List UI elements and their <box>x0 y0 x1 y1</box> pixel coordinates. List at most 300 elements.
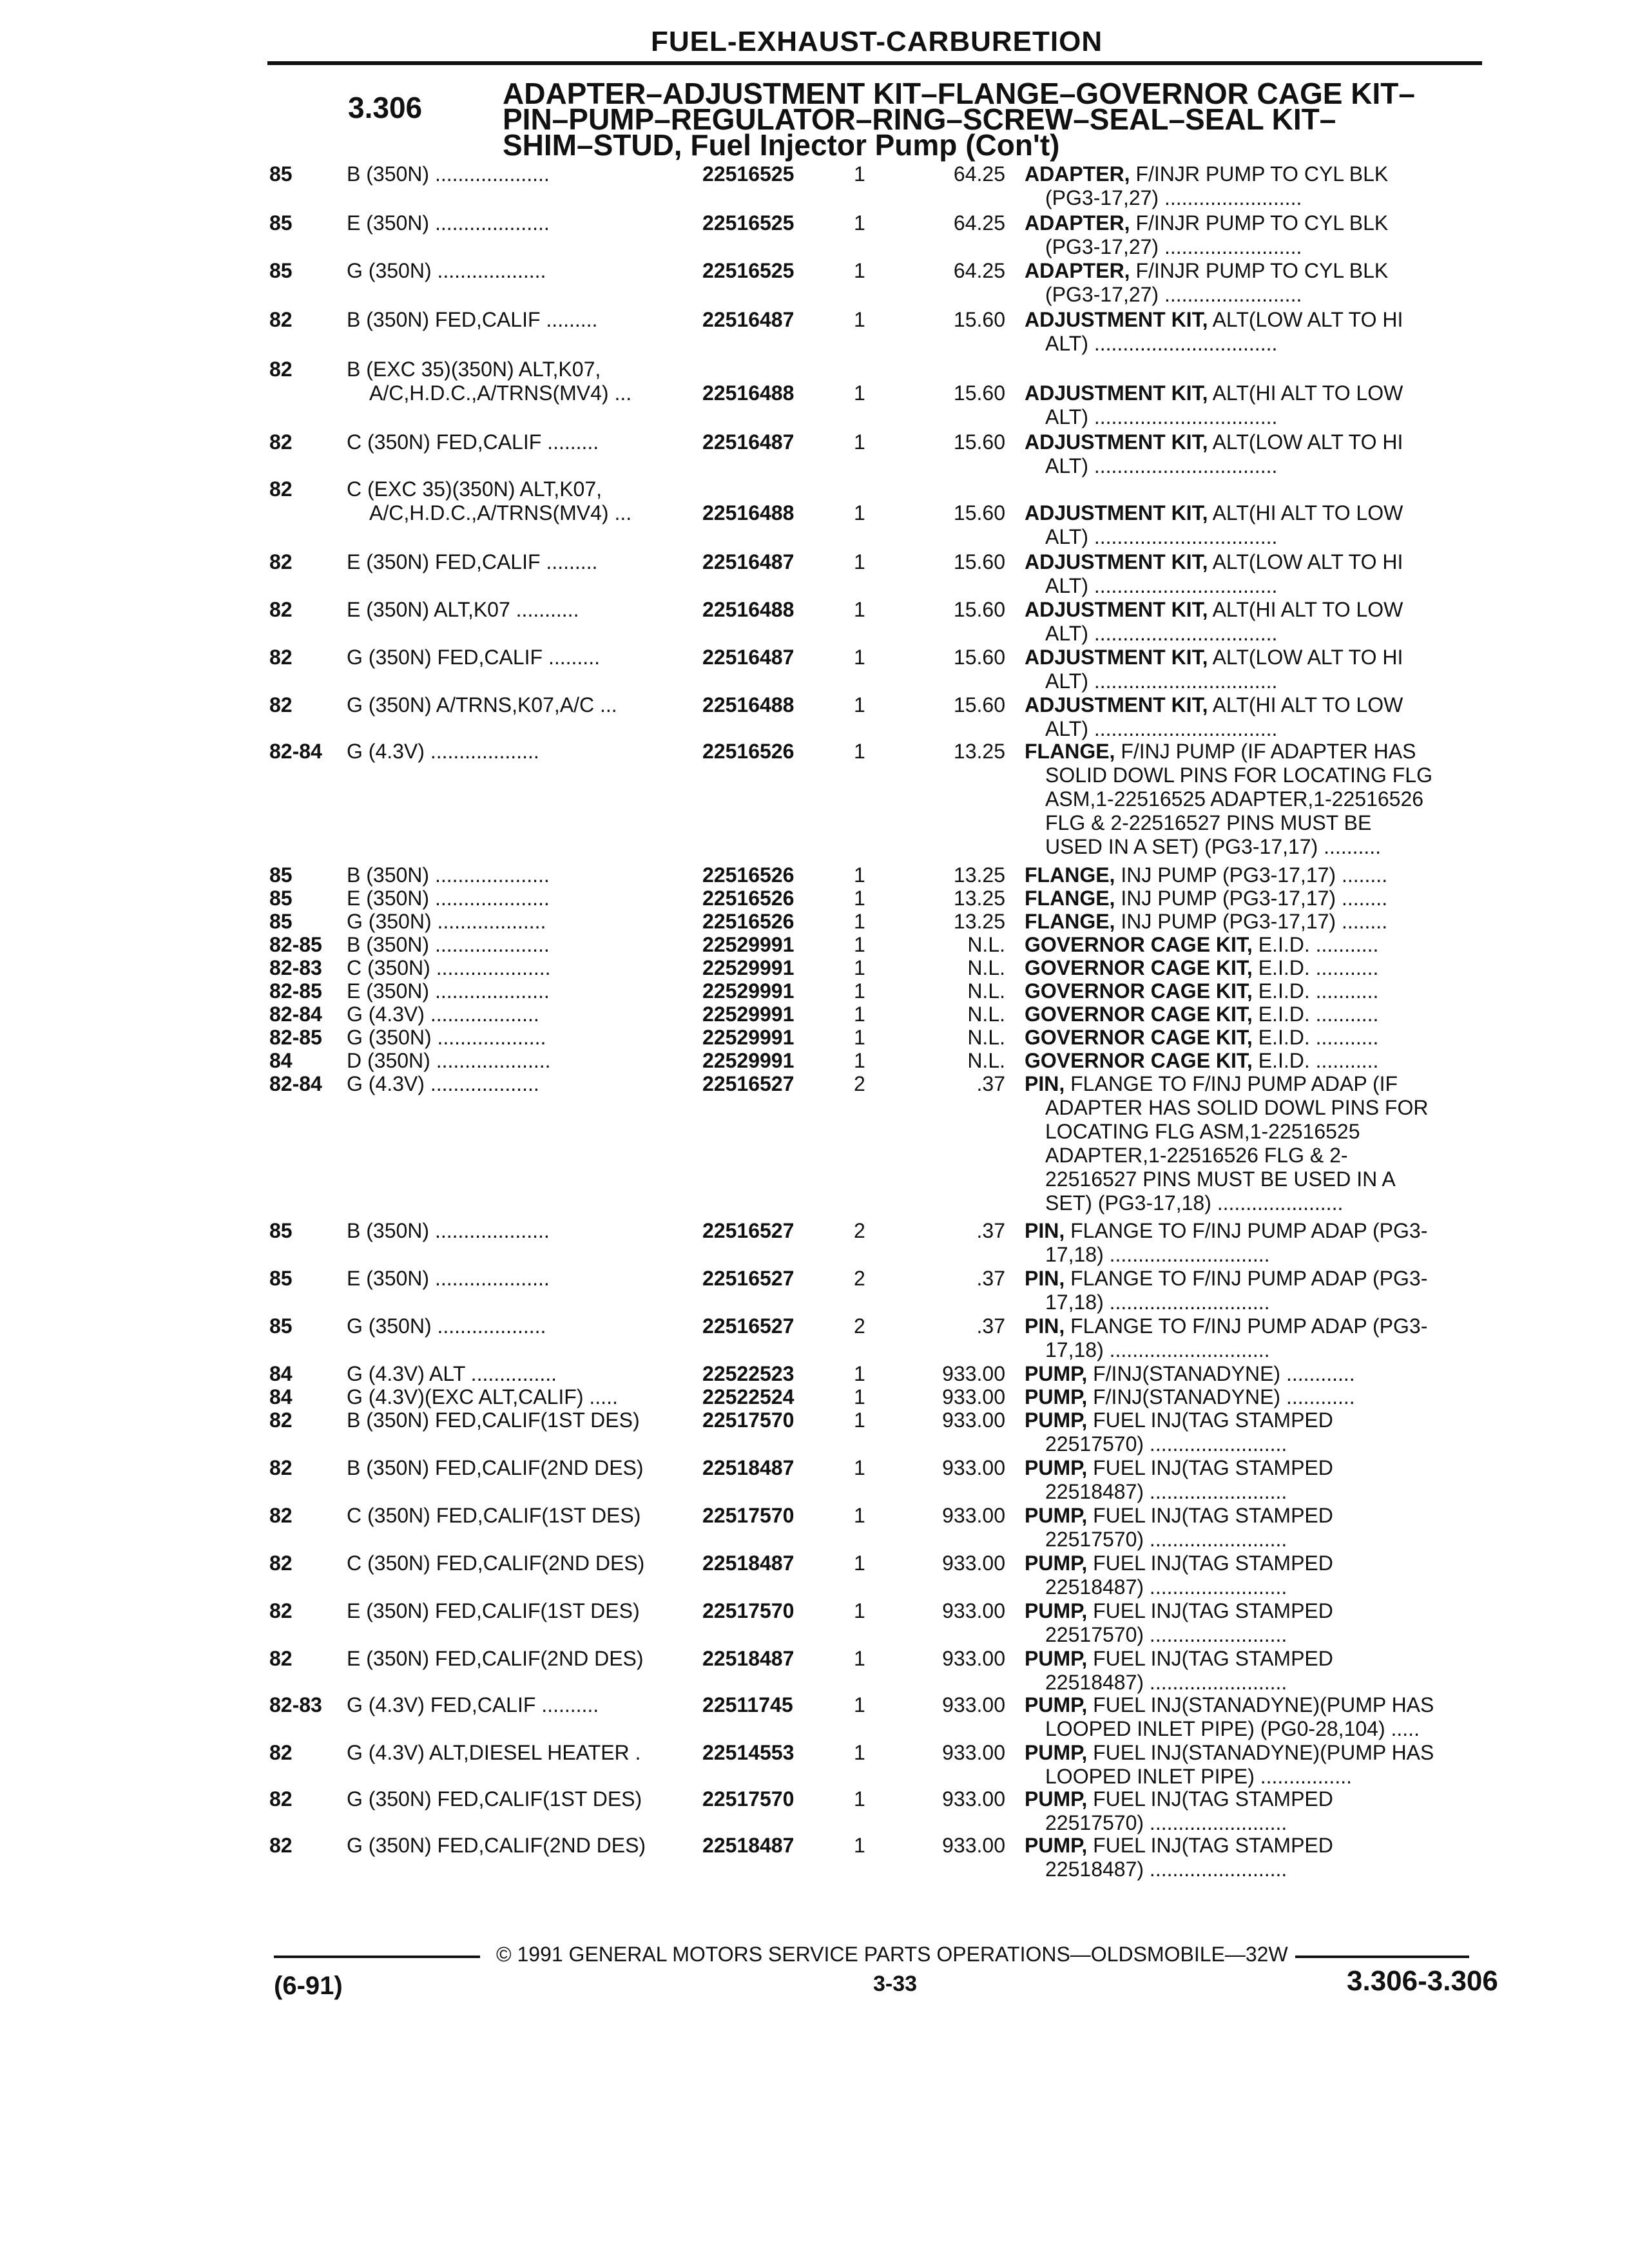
row-year: 82 <box>269 1504 293 1527</box>
row-description-line <box>1025 1049 1508 1073</box>
footer-section-range: 3.306-3.306 <box>1347 1965 1498 1997</box>
row-year: 82 <box>269 308 293 331</box>
row-year: 82 <box>269 1599 293 1622</box>
row-description-line <box>1025 1504 1508 1528</box>
row-price: 13.25 <box>953 863 1005 887</box>
row-description-line <box>1025 454 1508 478</box>
row-part-name: GOVERNOR CAGE KIT, <box>1025 1003 1253 1026</box>
row-description <box>1025 308 1508 356</box>
row-quantity: 1 <box>854 1456 865 1479</box>
row-model-line: D (350N) .................... <box>347 1049 551 1072</box>
row-description-line <box>1025 1811 1508 1835</box>
row-model-line: C (350N) .................... <box>347 956 551 979</box>
row-part-number: 22516525 <box>702 211 795 235</box>
row-description-text: F/INJ PUMP (IF ADAPTER HAS <box>1121 740 1416 763</box>
row-quantity: 1 <box>854 501 865 524</box>
row-model <box>347 1787 695 1811</box>
row-part-number: 22516488 <box>702 598 795 621</box>
row-quantity: 1 <box>854 1599 865 1622</box>
row-description-line <box>1025 259 1508 283</box>
row-part-name: PUMP, <box>1025 1408 1088 1432</box>
row-model <box>347 1219 695 1243</box>
footer-rule-right <box>1295 1956 1469 1958</box>
row-part-name: ADJUSTMENT KIT, <box>1025 501 1208 524</box>
row-description-line <box>1025 405 1508 429</box>
row-description-line <box>1025 1243 1508 1267</box>
row-year: 85 <box>269 211 293 235</box>
row-description-text: ADAPTER HAS SOLID DOWL PINS FOR <box>1045 1096 1429 1119</box>
row-part-number: 22522523 <box>702 1362 795 1385</box>
row-description-line <box>1025 186 1508 210</box>
row-price: 15.60 <box>953 308 1005 331</box>
row-year: 85 <box>269 259 293 282</box>
row-description <box>1025 956 1508 980</box>
row-description-text: INJ PUMP (PG3-17,17) ........ <box>1121 863 1388 887</box>
row-model-line: E (350N) .................... <box>347 1267 550 1290</box>
row-part-name: GOVERNOR CAGE KIT, <box>1025 1049 1253 1072</box>
row-description-line <box>1025 1552 1508 1575</box>
row-description-text: FUEL INJ(STANADYNE)(PUMP HAS <box>1093 1741 1434 1764</box>
row-model-line: B (EXC 35)(350N) ALT,K07, <box>347 358 601 381</box>
row-description-text: (PG3-17,27) ........................ <box>1045 186 1302 209</box>
row-description-text: FUEL INJ(TAG STAMPED <box>1093 1408 1333 1432</box>
row-description <box>1025 162 1508 210</box>
row-description-line <box>1025 1480 1508 1504</box>
row-description-line <box>1025 910 1508 934</box>
row-description-line <box>1025 622 1508 646</box>
row-part-name: GOVERNOR CAGE KIT, <box>1025 933 1253 956</box>
row-part-number: 22516526 <box>702 887 795 910</box>
row-part-number: 22516488 <box>702 693 795 716</box>
row-description <box>1025 1385 1508 1409</box>
row-part-name: FLANGE, <box>1025 863 1115 887</box>
row-price: N.L. <box>967 933 1005 956</box>
row-description <box>1025 1408 1508 1456</box>
row-model-line: G (4.3V) ................... <box>347 1072 539 1095</box>
row-model <box>347 933 695 957</box>
row-description <box>1025 1552 1508 1599</box>
row-description-text: INJ PUMP (PG3-17,17) ........ <box>1121 887 1388 910</box>
row-description-text: 22517570) ........................ <box>1045 1432 1287 1456</box>
row-model-line: G (350N) ................... <box>347 1314 546 1338</box>
row-description-text: FUEL INJ(STANADYNE)(PUMP HAS <box>1093 1693 1434 1716</box>
row-year: 82-84 <box>269 1003 322 1026</box>
row-description <box>1025 863 1508 887</box>
row-part-name: GOVERNOR CAGE KIT, <box>1025 979 1253 1003</box>
row-part-number: 22529991 <box>702 1026 795 1049</box>
row-model-line: G (4.3V)(EXC ALT,CALIF) ..... <box>347 1385 618 1408</box>
row-description <box>1025 1456 1508 1504</box>
row-model <box>347 1385 695 1409</box>
row-price: .37 <box>976 1267 1005 1290</box>
row-description-text: FUEL INJ(TAG STAMPED <box>1093 1552 1333 1575</box>
row-year: 84 <box>269 1049 293 1072</box>
row-part-number: 22516487 <box>702 550 795 573</box>
row-description-text: 17,18) ............................ <box>1045 1291 1270 1314</box>
row-price: 15.60 <box>953 501 1005 524</box>
row-price: .37 <box>976 1072 1005 1095</box>
row-model-line: A/C,H.D.C.,A/TRNS(MV4) ... <box>369 381 632 405</box>
row-quantity: 1 <box>854 1385 865 1408</box>
row-description <box>1025 1049 1508 1073</box>
row-part-number: 22517570 <box>702 1599 795 1622</box>
row-model-line: E (350N) .................... <box>347 979 550 1003</box>
row-model <box>347 477 695 525</box>
row-part-name: PUMP, <box>1025 1385 1088 1408</box>
row-year: 85 <box>269 863 293 887</box>
row-description-line <box>1025 1408 1508 1432</box>
row-description-text: E.I.D. ........... <box>1258 956 1379 979</box>
row-description-line <box>1025 646 1508 669</box>
row-description <box>1025 1599 1508 1647</box>
row-price: 64.25 <box>953 162 1005 186</box>
row-description <box>1025 1362 1508 1386</box>
row-year: 85 <box>269 887 293 910</box>
row-description-text: ASM,1-22516525 ADAPTER,1-22516526 <box>1045 787 1424 811</box>
row-model-line: E (350N) FED,CALIF(2ND DES) <box>347 1647 644 1670</box>
row-price: 13.25 <box>953 740 1005 763</box>
row-price: 933.00 <box>942 1647 1005 1670</box>
row-price: 933.00 <box>942 1834 1005 1857</box>
row-part-number: 22516487 <box>702 430 795 454</box>
row-model <box>347 1456 695 1480</box>
row-part-number: 22516526 <box>702 740 795 763</box>
row-model <box>347 430 695 454</box>
row-quantity: 1 <box>854 550 865 573</box>
row-description-text: ALT(HI ALT TO LOW <box>1212 598 1403 621</box>
row-year: 85 <box>269 162 293 186</box>
row-description-text: ALT(LOW ALT TO HI <box>1212 430 1403 454</box>
row-part-name: PUMP, <box>1025 1552 1088 1575</box>
row-price: 15.60 <box>953 381 1005 405</box>
row-model-line: B (350N) .................... <box>347 162 550 186</box>
row-model <box>347 740 695 764</box>
row-description <box>1025 887 1508 910</box>
section-title-line: PIN–PUMP–REGULATOR–RING–SCREW–SEAL–SEAL KIT– <box>503 102 1336 136</box>
row-description <box>1025 1504 1508 1552</box>
row-description-text: F/INJR PUMP TO CYL BLK <box>1135 259 1389 282</box>
row-part-name: ADAPTER, <box>1025 162 1130 186</box>
row-quantity: 1 <box>854 933 865 956</box>
row-part-number: 22516527 <box>702 1314 795 1338</box>
row-description-text: ADAPTER,1-22516526 FLG & 2- <box>1045 1144 1348 1167</box>
row-description-line <box>1025 1528 1508 1552</box>
row-description-text: E.I.D. ........... <box>1258 933 1379 956</box>
row-part-name: PIN, <box>1025 1314 1065 1338</box>
row-part-name: ADAPTER, <box>1025 211 1130 235</box>
row-description-text: F/INJ(STANADYNE) ............ <box>1093 1385 1355 1408</box>
row-part-number: 22529991 <box>702 933 795 956</box>
row-part-name: PUMP, <box>1025 1599 1088 1622</box>
row-description-text: FUEL INJ(TAG STAMPED <box>1093 1599 1333 1622</box>
row-model-line: B (350N) .................... <box>347 863 550 887</box>
row-model <box>347 956 695 980</box>
row-price: 13.25 <box>953 910 1005 933</box>
row-model-line: B (350N) FED,CALIF(1ST DES) <box>347 1408 640 1432</box>
row-description <box>1025 1693 1508 1741</box>
row-model-line: E (350N) .................... <box>347 211 550 235</box>
row-description-line <box>1025 574 1508 598</box>
row-description <box>1025 646 1508 693</box>
row-model <box>347 1026 695 1050</box>
row-model <box>347 162 695 186</box>
row-description-line <box>1025 1385 1508 1409</box>
row-quantity: 2 <box>854 1267 865 1290</box>
row-model <box>347 308 695 332</box>
row-model <box>347 598 695 622</box>
row-model-line: G (350N) ................... <box>347 910 546 933</box>
row-part-number: 22529991 <box>702 1049 795 1072</box>
row-quantity: 1 <box>854 162 865 186</box>
row-price: 933.00 <box>942 1787 1005 1811</box>
footer-copyright: © 1991 GENERAL MOTORS SERVICE PARTS OPERATIONS—OLDSMOBILE—32W <box>496 1943 1288 1966</box>
row-model <box>347 1408 695 1432</box>
row-description-text: 22518487) ........................ <box>1045 1575 1287 1599</box>
row-description-line <box>1025 1120 1508 1144</box>
row-description-line <box>1025 1267 1508 1291</box>
row-price: 15.60 <box>953 693 1005 716</box>
footer-page-number: 3-33 <box>873 1972 918 1996</box>
row-description-line <box>1025 1647 1508 1671</box>
row-part-number: 22516527 <box>702 1219 795 1242</box>
row-description-line <box>1025 979 1508 1003</box>
row-part-name: PUMP, <box>1025 1647 1088 1670</box>
row-description <box>1025 598 1508 646</box>
row-description-line <box>1025 1741 1508 1765</box>
row-model-line: C (350N) FED,CALIF(2ND DES) <box>347 1552 645 1575</box>
footer-rule-left <box>274 1956 480 1958</box>
row-description-line <box>1025 956 1508 980</box>
row-description-text: FUEL INJ(TAG STAMPED <box>1093 1647 1333 1670</box>
row-price: 15.60 <box>953 550 1005 573</box>
row-description <box>1025 1026 1508 1050</box>
row-model-line: G (350N) FED,CALIF(2ND DES) <box>347 1834 646 1857</box>
row-model-line: B (350N) FED,CALIF ......... <box>347 308 598 331</box>
row-description-line <box>1025 717 1508 741</box>
row-model <box>347 1267 695 1291</box>
row-model <box>347 1362 695 1386</box>
row-description-line <box>1025 1144 1508 1168</box>
row-description <box>1025 933 1508 957</box>
row-description-line <box>1025 740 1508 764</box>
row-description-text: E.I.D. ........... <box>1258 1049 1379 1072</box>
row-part-name: PUMP, <box>1025 1693 1088 1716</box>
row-quantity: 1 <box>854 740 865 763</box>
row-part-number: 22516525 <box>702 259 795 282</box>
row-description-text: FUEL INJ(TAG STAMPED <box>1093 1834 1333 1857</box>
row-quantity: 1 <box>854 598 865 621</box>
row-part-number: 22516488 <box>702 501 795 524</box>
row-part-name: PIN, <box>1025 1072 1065 1095</box>
row-model-line: G (350N) FED,CALIF ......... <box>347 646 600 669</box>
row-description <box>1025 1267 1508 1314</box>
row-description-text: SET) (PG3-17,18) ...................... <box>1045 1191 1344 1215</box>
row-model-line: G (350N) A/TRNS,K07,A/C ... <box>347 693 617 716</box>
row-price: 933.00 <box>942 1456 1005 1479</box>
row-quantity: 2 <box>854 1219 865 1242</box>
row-part-name: ADJUSTMENT KIT, <box>1025 646 1208 669</box>
row-price: 933.00 <box>942 1599 1005 1622</box>
row-description-text: FUEL INJ(TAG STAMPED <box>1093 1456 1333 1479</box>
row-model <box>347 979 695 1003</box>
row-part-name: PUMP, <box>1025 1787 1088 1811</box>
row-quantity: 1 <box>854 693 865 716</box>
row-quantity: 1 <box>854 956 865 979</box>
row-model-line: E (350N) FED,CALIF ......... <box>347 550 598 573</box>
row-part-name: GOVERNOR CAGE KIT, <box>1025 1026 1253 1049</box>
row-description <box>1025 693 1508 741</box>
row-description <box>1025 979 1508 1003</box>
row-part-name: ADJUSTMENT KIT, <box>1025 430 1208 454</box>
row-description-line <box>1025 835 1508 859</box>
row-model <box>347 863 695 887</box>
row-description-text: FLANGE TO F/INJ PUMP ADAP (IF <box>1070 1072 1398 1095</box>
row-part-name: PUMP, <box>1025 1834 1088 1857</box>
row-description-text: LOOPED INLET PIPE) (PG0-28,104) ..... <box>1045 1717 1420 1740</box>
row-description-text: USED IN A SET) (PG3-17,17) .......... <box>1045 835 1382 858</box>
row-part-number: 22517570 <box>702 1408 795 1432</box>
section-title-line: ADAPTER–ADJUSTMENT KIT–FLANGE–GOVERNOR CAGE KIT– <box>503 77 1415 110</box>
row-description <box>1025 501 1508 549</box>
row-description-line <box>1025 1168 1508 1191</box>
row-description-text: ALT) ................................ <box>1045 525 1278 548</box>
row-model-line: E (350N) .................... <box>347 887 550 910</box>
row-part-number: 22516488 <box>702 381 795 405</box>
row-part-name: GOVERNOR CAGE KIT, <box>1025 956 1253 979</box>
row-quantity: 2 <box>854 1314 865 1338</box>
row-year: 82 <box>269 1408 293 1432</box>
row-description-line <box>1025 1456 1508 1480</box>
row-year: 82 <box>269 477 293 501</box>
row-description-line <box>1025 550 1508 574</box>
row-description-line <box>1025 235 1508 259</box>
row-description-text: SOLID DOWL PINS FOR LOCATING FLG <box>1045 764 1432 787</box>
row-description-text: 22518487) ........................ <box>1045 1858 1287 1881</box>
row-description-line <box>1025 1599 1508 1623</box>
row-description-text: 22517570) ........................ <box>1045 1623 1287 1646</box>
row-quantity: 1 <box>854 1834 865 1857</box>
row-quantity: 2 <box>854 1072 865 1095</box>
row-description <box>1025 910 1508 934</box>
row-year: 82-85 <box>269 1026 322 1049</box>
row-model <box>347 1693 695 1717</box>
row-quantity: 1 <box>854 308 865 331</box>
row-year: 84 <box>269 1385 293 1408</box>
row-quantity: 1 <box>854 910 865 933</box>
row-description <box>1025 1834 1508 1881</box>
row-year: 82 <box>269 550 293 573</box>
row-price: 933.00 <box>942 1385 1005 1408</box>
row-description-text: ALT(HI ALT TO LOW <box>1212 381 1403 405</box>
row-description <box>1025 430 1508 478</box>
row-description-line <box>1025 1191 1508 1215</box>
row-model <box>347 1552 695 1575</box>
row-description <box>1025 381 1508 429</box>
row-description-line <box>1025 308 1508 332</box>
row-quantity: 1 <box>854 1026 865 1049</box>
row-description <box>1025 550 1508 598</box>
row-price: 933.00 <box>942 1552 1005 1575</box>
row-price: 64.25 <box>953 259 1005 282</box>
row-description-text: 22517570) ........................ <box>1045 1528 1287 1551</box>
row-description-text: 22517570) ........................ <box>1045 1811 1287 1834</box>
row-description-line <box>1025 1338 1508 1362</box>
row-part-name: PUMP, <box>1025 1362 1088 1385</box>
row-description <box>1025 740 1508 859</box>
row-part-number: 22516527 <box>702 1072 795 1095</box>
row-description-text: FLG & 2-22516527 PINS MUST BE <box>1045 811 1372 834</box>
row-description-line <box>1025 669 1508 693</box>
row-part-name: FLANGE, <box>1025 910 1115 933</box>
row-model-line: C (350N) FED,CALIF ......... <box>347 430 599 454</box>
row-year: 82 <box>269 693 293 716</box>
row-price: N.L. <box>967 1049 1005 1072</box>
row-description-text: 17,18) ............................ <box>1045 1243 1270 1266</box>
row-model <box>347 887 695 910</box>
row-description-text: FUEL INJ(TAG STAMPED <box>1093 1504 1333 1527</box>
row-description-text: E.I.D. ........... <box>1258 1026 1379 1049</box>
row-description-line <box>1025 764 1508 787</box>
row-description-line <box>1025 162 1508 186</box>
row-description-line <box>1025 1003 1508 1026</box>
row-model-line: B (350N) FED,CALIF(2ND DES) <box>347 1456 644 1479</box>
row-quantity: 1 <box>854 979 865 1003</box>
row-part-number: 22518487 <box>702 1834 795 1857</box>
page-header-title: FUEL-EXHAUST-CARBURETION <box>651 26 1103 57</box>
row-description-text: LOCATING FLG ASM,1-22516525 <box>1045 1120 1360 1143</box>
row-price: .37 <box>976 1314 1005 1338</box>
row-description-line <box>1025 887 1508 910</box>
row-quantity: 1 <box>854 646 865 669</box>
row-description-line <box>1025 1858 1508 1881</box>
row-year: 82 <box>269 358 293 381</box>
row-part-number: 22511745 <box>702 1693 793 1716</box>
row-price: 933.00 <box>942 1693 1005 1716</box>
row-description-line <box>1025 1787 1508 1811</box>
row-quantity: 1 <box>854 1049 865 1072</box>
row-part-name: ADJUSTMENT KIT, <box>1025 693 1208 716</box>
row-part-name: PIN, <box>1025 1219 1065 1242</box>
row-model-line: G (350N) ................... <box>347 1026 546 1049</box>
row-description <box>1025 1003 1508 1026</box>
row-description-line <box>1025 1432 1508 1456</box>
row-quantity: 1 <box>854 1362 865 1385</box>
row-part-number: 22529991 <box>702 956 795 979</box>
row-quantity: 1 <box>854 430 865 454</box>
row-part-name: FLANGE, <box>1025 740 1115 763</box>
row-quantity: 1 <box>854 211 865 235</box>
row-quantity: 1 <box>854 1552 865 1575</box>
row-description-text: F/INJ(STANADYNE) ............ <box>1093 1362 1355 1385</box>
row-model-line: G (4.3V) ALT ............... <box>347 1362 557 1385</box>
row-model-line: E (350N) FED,CALIF(1ST DES) <box>347 1599 640 1622</box>
row-description-line <box>1025 1314 1508 1338</box>
footer-date: (6-91) <box>274 1972 343 2000</box>
section-title-line: SHIM–STUD, Fuel Injector Pump (Con't) <box>503 128 1060 162</box>
row-description-text: 17,18) ............................ <box>1045 1338 1270 1361</box>
row-model <box>347 1003 695 1026</box>
row-part-number: 22516487 <box>702 646 795 669</box>
row-model <box>347 1314 695 1338</box>
row-description-line <box>1025 1671 1508 1695</box>
row-model <box>347 211 695 235</box>
row-part-number: 22516526 <box>702 910 795 933</box>
row-year: 84 <box>269 1362 293 1385</box>
row-description-text: ALT) ................................ <box>1045 405 1278 428</box>
row-part-number: 22517570 <box>702 1787 795 1811</box>
row-description-line <box>1025 1362 1508 1386</box>
row-description <box>1025 259 1508 307</box>
